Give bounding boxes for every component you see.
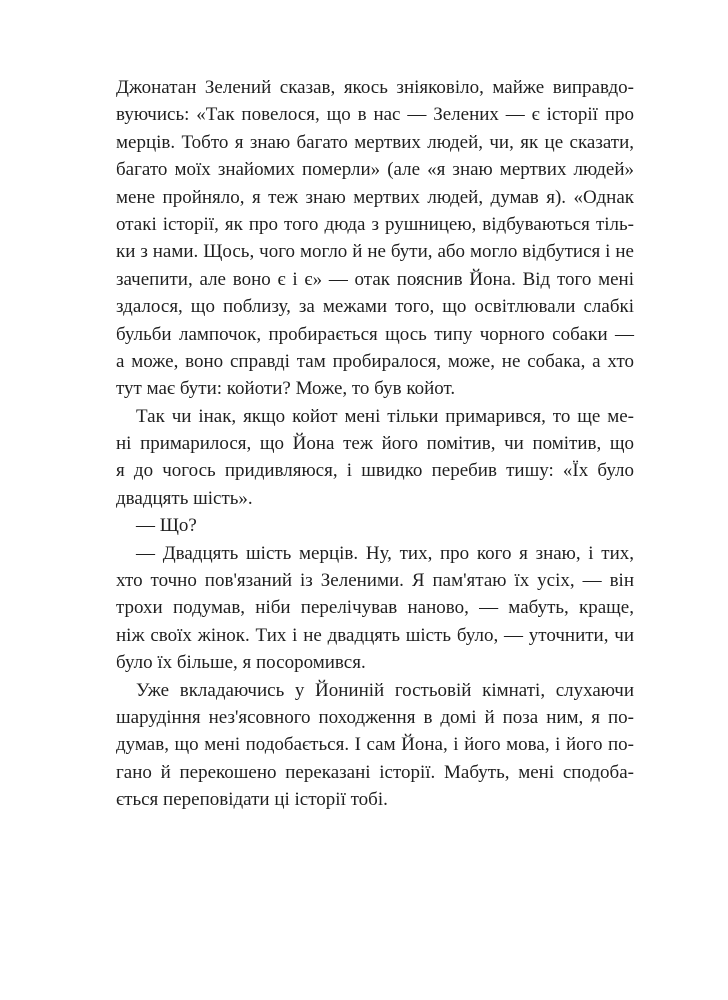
text-line: я до чогось придивляюся, і швидко перебив тишу: «Їх було [116, 460, 634, 482]
text-line: гано й перекошено переказані історії. Мабуть, мені сподоба- [116, 761, 634, 783]
text-line: Уже вкладаючись у Йониній гостьовій кімнаті, слухаючи [136, 679, 634, 701]
text-line: ні примарилося, що Йона теж його помітив, чи помітив, що [116, 433, 634, 455]
text-line: ки з нами. Щось, чого могло й не бути, або могло відбутися і не [116, 241, 634, 263]
text-line: було їх більше, я посоромився. [116, 652, 366, 674]
text-line: — Що? [136, 515, 197, 537]
text-line: здалося, що поблизу, за межами того, що освітлювали слабкі [116, 296, 634, 318]
text-line: тут має бути: койоти? Може, то був койот. [116, 378, 456, 400]
text-line: отакі історії, як про того дюда з рушницею, відбуваються тіль- [116, 213, 634, 235]
text-line: зачепити, але воно є і є» — отак пояснив Йона. Від того мені [116, 268, 634, 290]
text-line: багато моїх знайомих померли» (але «я знаю мертвих людей» [116, 159, 634, 181]
body-text [116, 74, 634, 814]
text-line: вуючись: «Так повелося, що в нас — Зелених — є історії про [116, 104, 634, 126]
text-line: думав, що мені подобається. І сам Йона, і його мова, і його по- [116, 734, 634, 756]
text-line: а може, воно справді там пробиралося, може, не собака, а хто [116, 350, 634, 372]
text-line: трохи подумав, ніби перелічував наново, — мабуть, краще, [116, 597, 634, 619]
text-line: мене пройняло, я теж знаю мертвих людей, думав я). «Однак [116, 186, 634, 208]
text-line: ніж своїх жінок. Тих і не двадцять шість було, — уточнити, чи [116, 624, 634, 646]
text-line: ється переповідати ці історії тобі. [116, 789, 388, 811]
text-line: — Двадцять шість мерців. Ну, тих, про кого я знаю, і тих, [136, 542, 634, 564]
text-line: шарудіння нез'ясовного походження в домі й поза ним, я по- [116, 706, 634, 728]
text-line: хто точно пов'язаний із Зеленими. Я пам'ятаю їх усіх, — він [116, 570, 634, 592]
text-line: мерців. Тобто я знаю багато мертвих людей, чи, як це сказати, [116, 131, 634, 153]
text-line: бульби лампочок, пробирається щось типу чорного собаки — [116, 323, 634, 345]
text-line: Так чи інак, якщо койот мені тільки примарився, то ще ме- [136, 405, 634, 427]
text-line: Джонатан Зелений сказав, якось зніяковіло, майже виправдо- [116, 77, 634, 98]
text-line: двадцять шість». [116, 487, 253, 509]
